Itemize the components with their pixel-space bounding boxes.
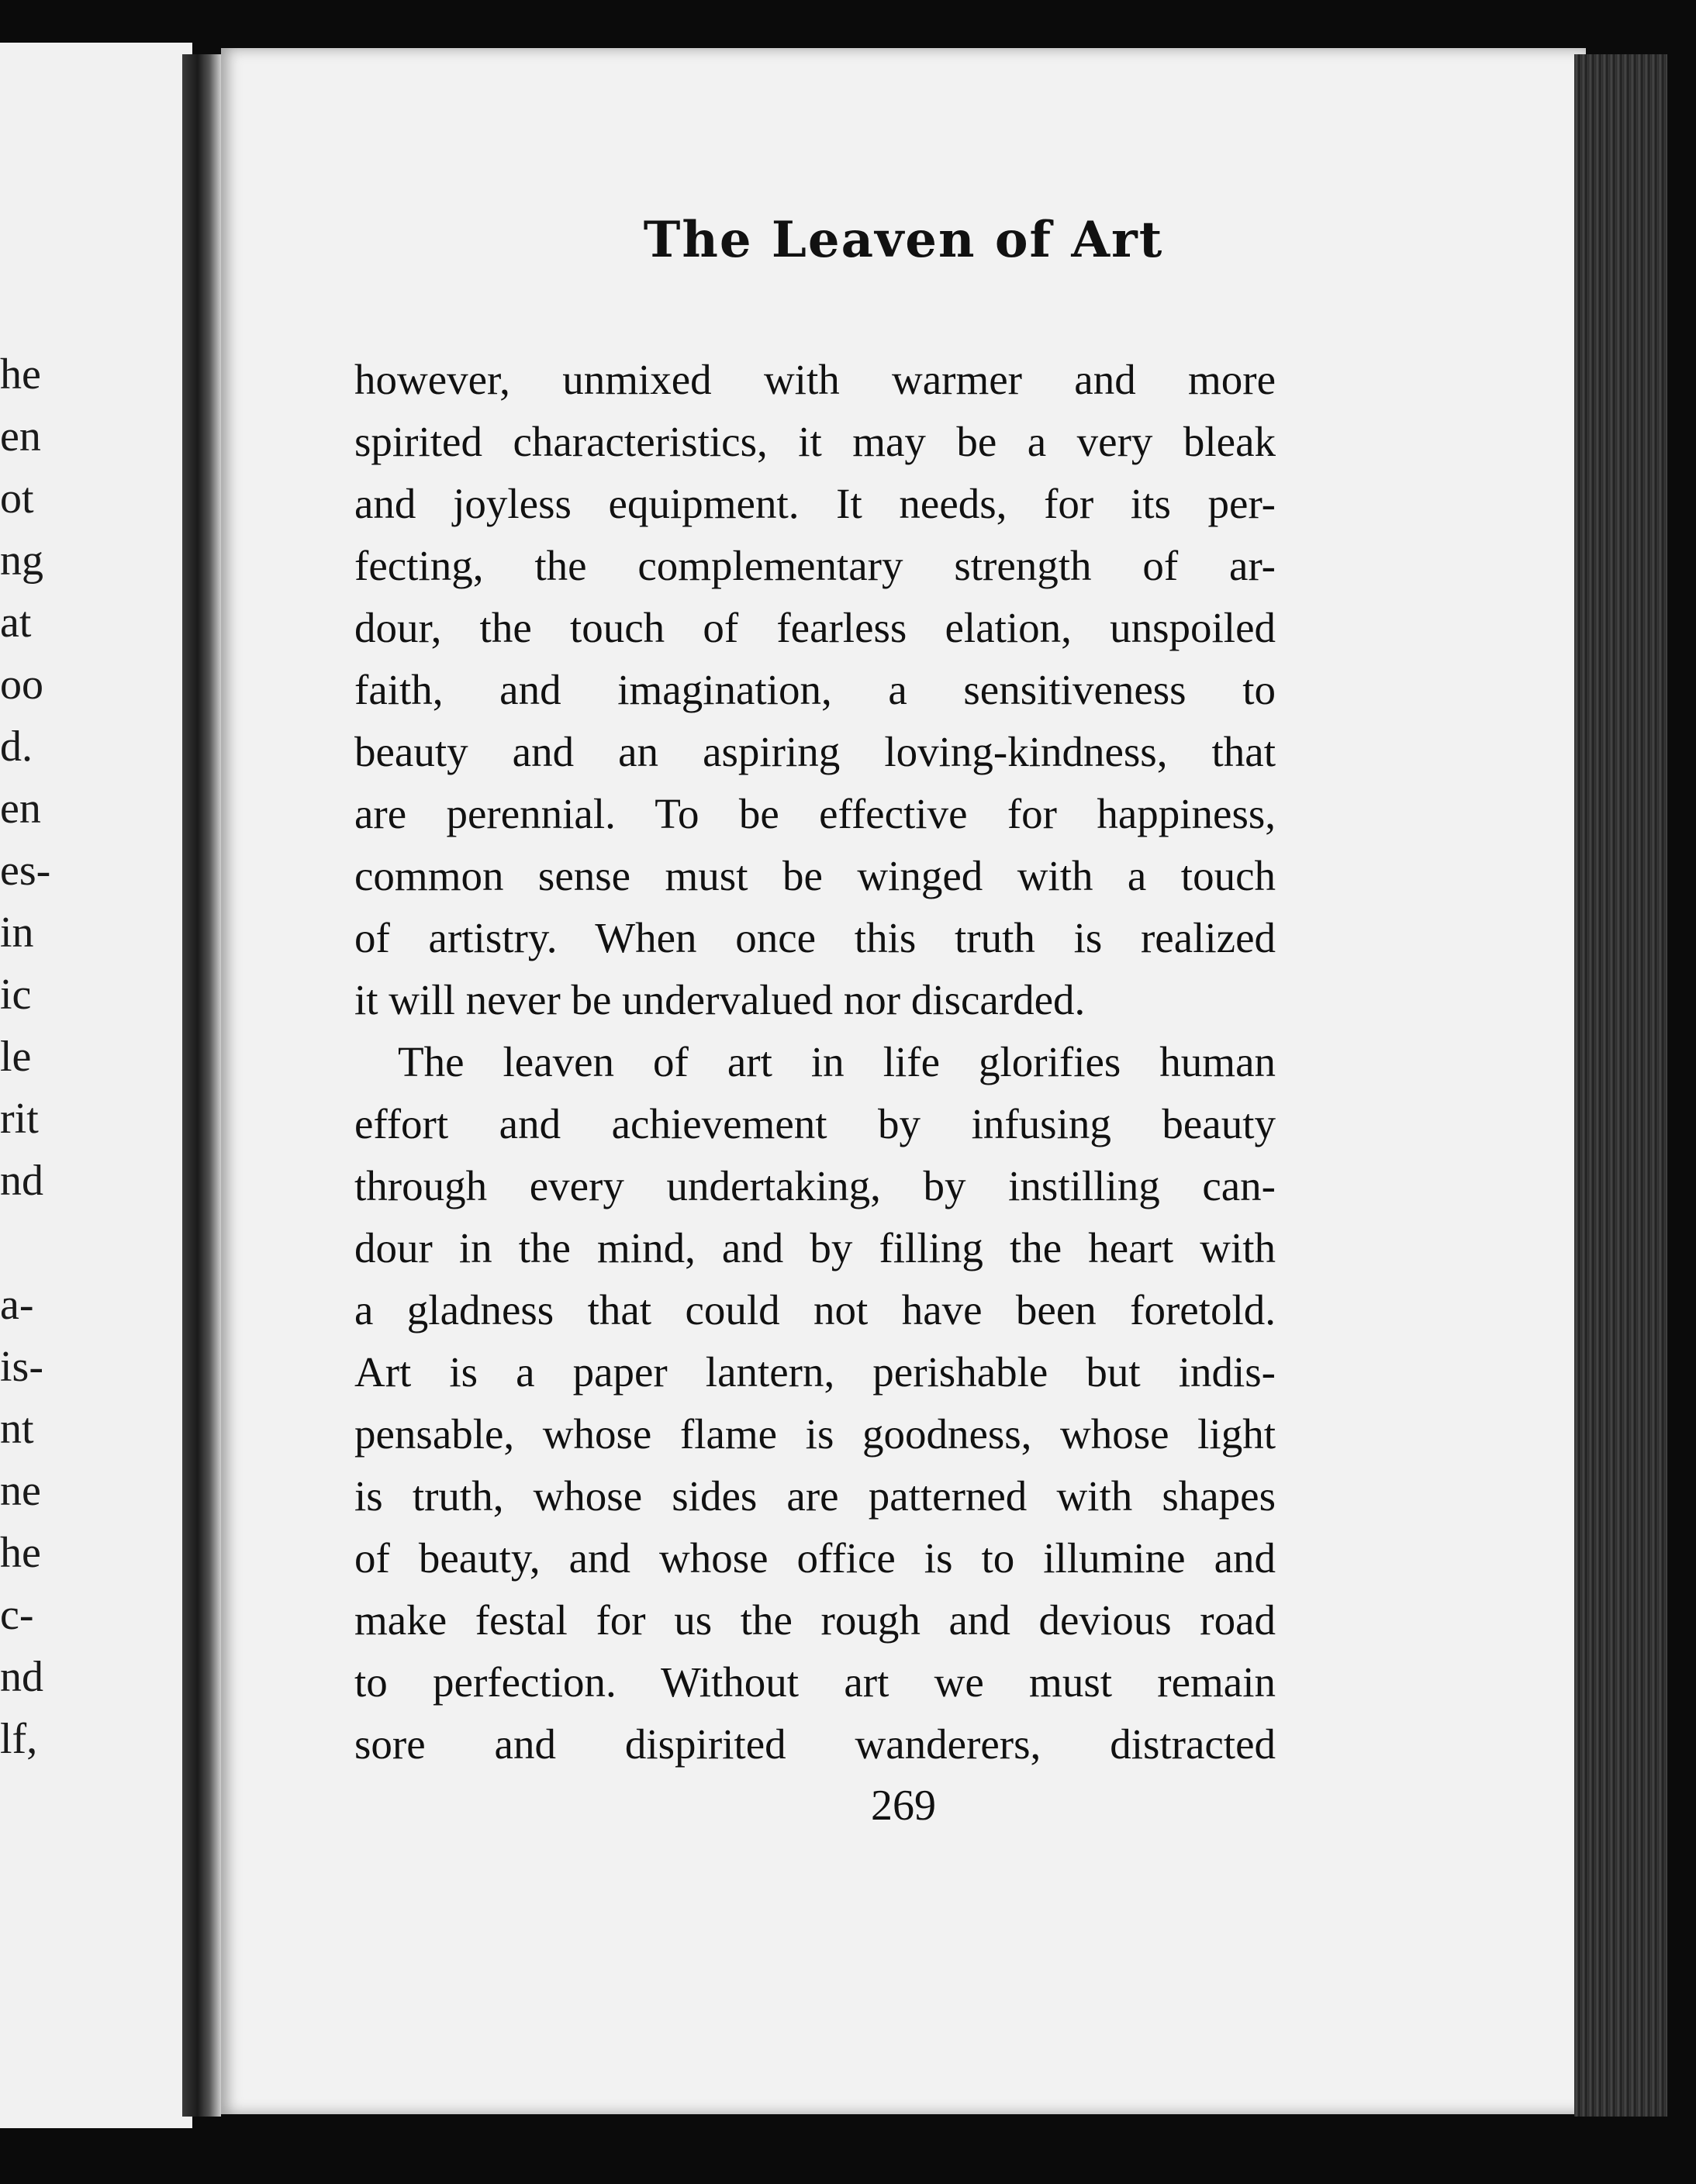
left-line-fragment: at (0, 599, 32, 647)
text-line: faith, and imagination, a sensitiveness to (354, 666, 1276, 713)
text-line: through every undertaking, by instilling can- (354, 1162, 1276, 1209)
left-line-fragment: le (0, 1033, 32, 1081)
text-line: pensable, whose flame is goodness, whose light (354, 1410, 1276, 1458)
left-line-fragment: ng (0, 537, 43, 585)
left-line-fragment: a- (0, 1281, 34, 1329)
text-line: Art is a paper lantern, perishable but indis- (354, 1348, 1276, 1396)
text-line: a gladness that could not have been foretold. (354, 1286, 1276, 1334)
running-head: The Leaven of Art (643, 211, 1164, 269)
text-line: dour, the touch of fearless elation, unspoiled (354, 604, 1276, 651)
right-page (221, 48, 1586, 2114)
text-line: The leaven of art in life glorifies human (398, 1038, 1276, 1085)
left-line-fragment (0, 1212, 54, 1274)
left-line-fragment: ic (0, 971, 32, 1019)
left-line-fragment: c- (0, 1591, 34, 1639)
left-line-fragment: nd (0, 1157, 43, 1205)
left-line-fragment: en (0, 412, 41, 461)
text-line: spirited characteristics, it may be a very bleak (354, 418, 1276, 465)
left-line-fragment: es- (0, 847, 51, 895)
left-line-fragment: nt (0, 1405, 34, 1453)
text-line: beauty and an aspiring loving-kindness, that (354, 728, 1276, 775)
text-line: are perennial. To be effective for happiness, (354, 790, 1276, 837)
left-line-fragment: in (0, 909, 34, 957)
left-line-fragment: rit (0, 1095, 39, 1143)
left-line-fragment: he (0, 1529, 41, 1577)
text-line: dour in the mind, and by filling the heart with (354, 1224, 1276, 1271)
left-page-text-fragments (0, 343, 54, 1770)
left-line-fragment: is- (0, 1343, 43, 1391)
text-line: and joyless equipment. It needs, for its per- (354, 480, 1276, 527)
left-line-fragment: he (0, 350, 41, 399)
text-line: is truth, whose sides are patterned with shapes (354, 1472, 1276, 1520)
left-line-fragment: en (0, 785, 41, 833)
text-line: effort and achievement by infusing beauty (354, 1100, 1276, 1147)
body-text (354, 349, 1276, 1775)
left-line-fragment: oo (0, 661, 43, 709)
text-line: sore and dispirited wanderers, distracted (354, 1720, 1276, 1768)
left-line-fragment: ot (0, 474, 34, 523)
book-page-edges (1574, 54, 1667, 2117)
text-line: to perfection. Without art we must remain (354, 1658, 1276, 1706)
page-number: 269 (871, 1782, 936, 1830)
text-line: it will never be undervalued nor discarded. (354, 976, 1086, 1023)
text-line: of beauty, and whose office is to illumine and (354, 1534, 1276, 1582)
book-gutter-shadow (182, 54, 221, 2117)
left-facing-page (0, 43, 192, 2128)
left-line-fragment: lf, (0, 1715, 38, 1763)
left-line-fragment: nd (0, 1653, 43, 1701)
text-line: common sense must be winged with a touch (354, 852, 1276, 899)
left-line-fragment: ne (0, 1467, 41, 1515)
text-line: fecting, the complementary strength of ar- (354, 542, 1276, 589)
left-line-fragment: d. (0, 723, 33, 771)
text-line: of artistry. When once this truth is realized (354, 914, 1276, 961)
text-line: make festal for us the rough and devious road (354, 1596, 1276, 1644)
text-line: however, unmixed with warmer and more (354, 356, 1276, 403)
